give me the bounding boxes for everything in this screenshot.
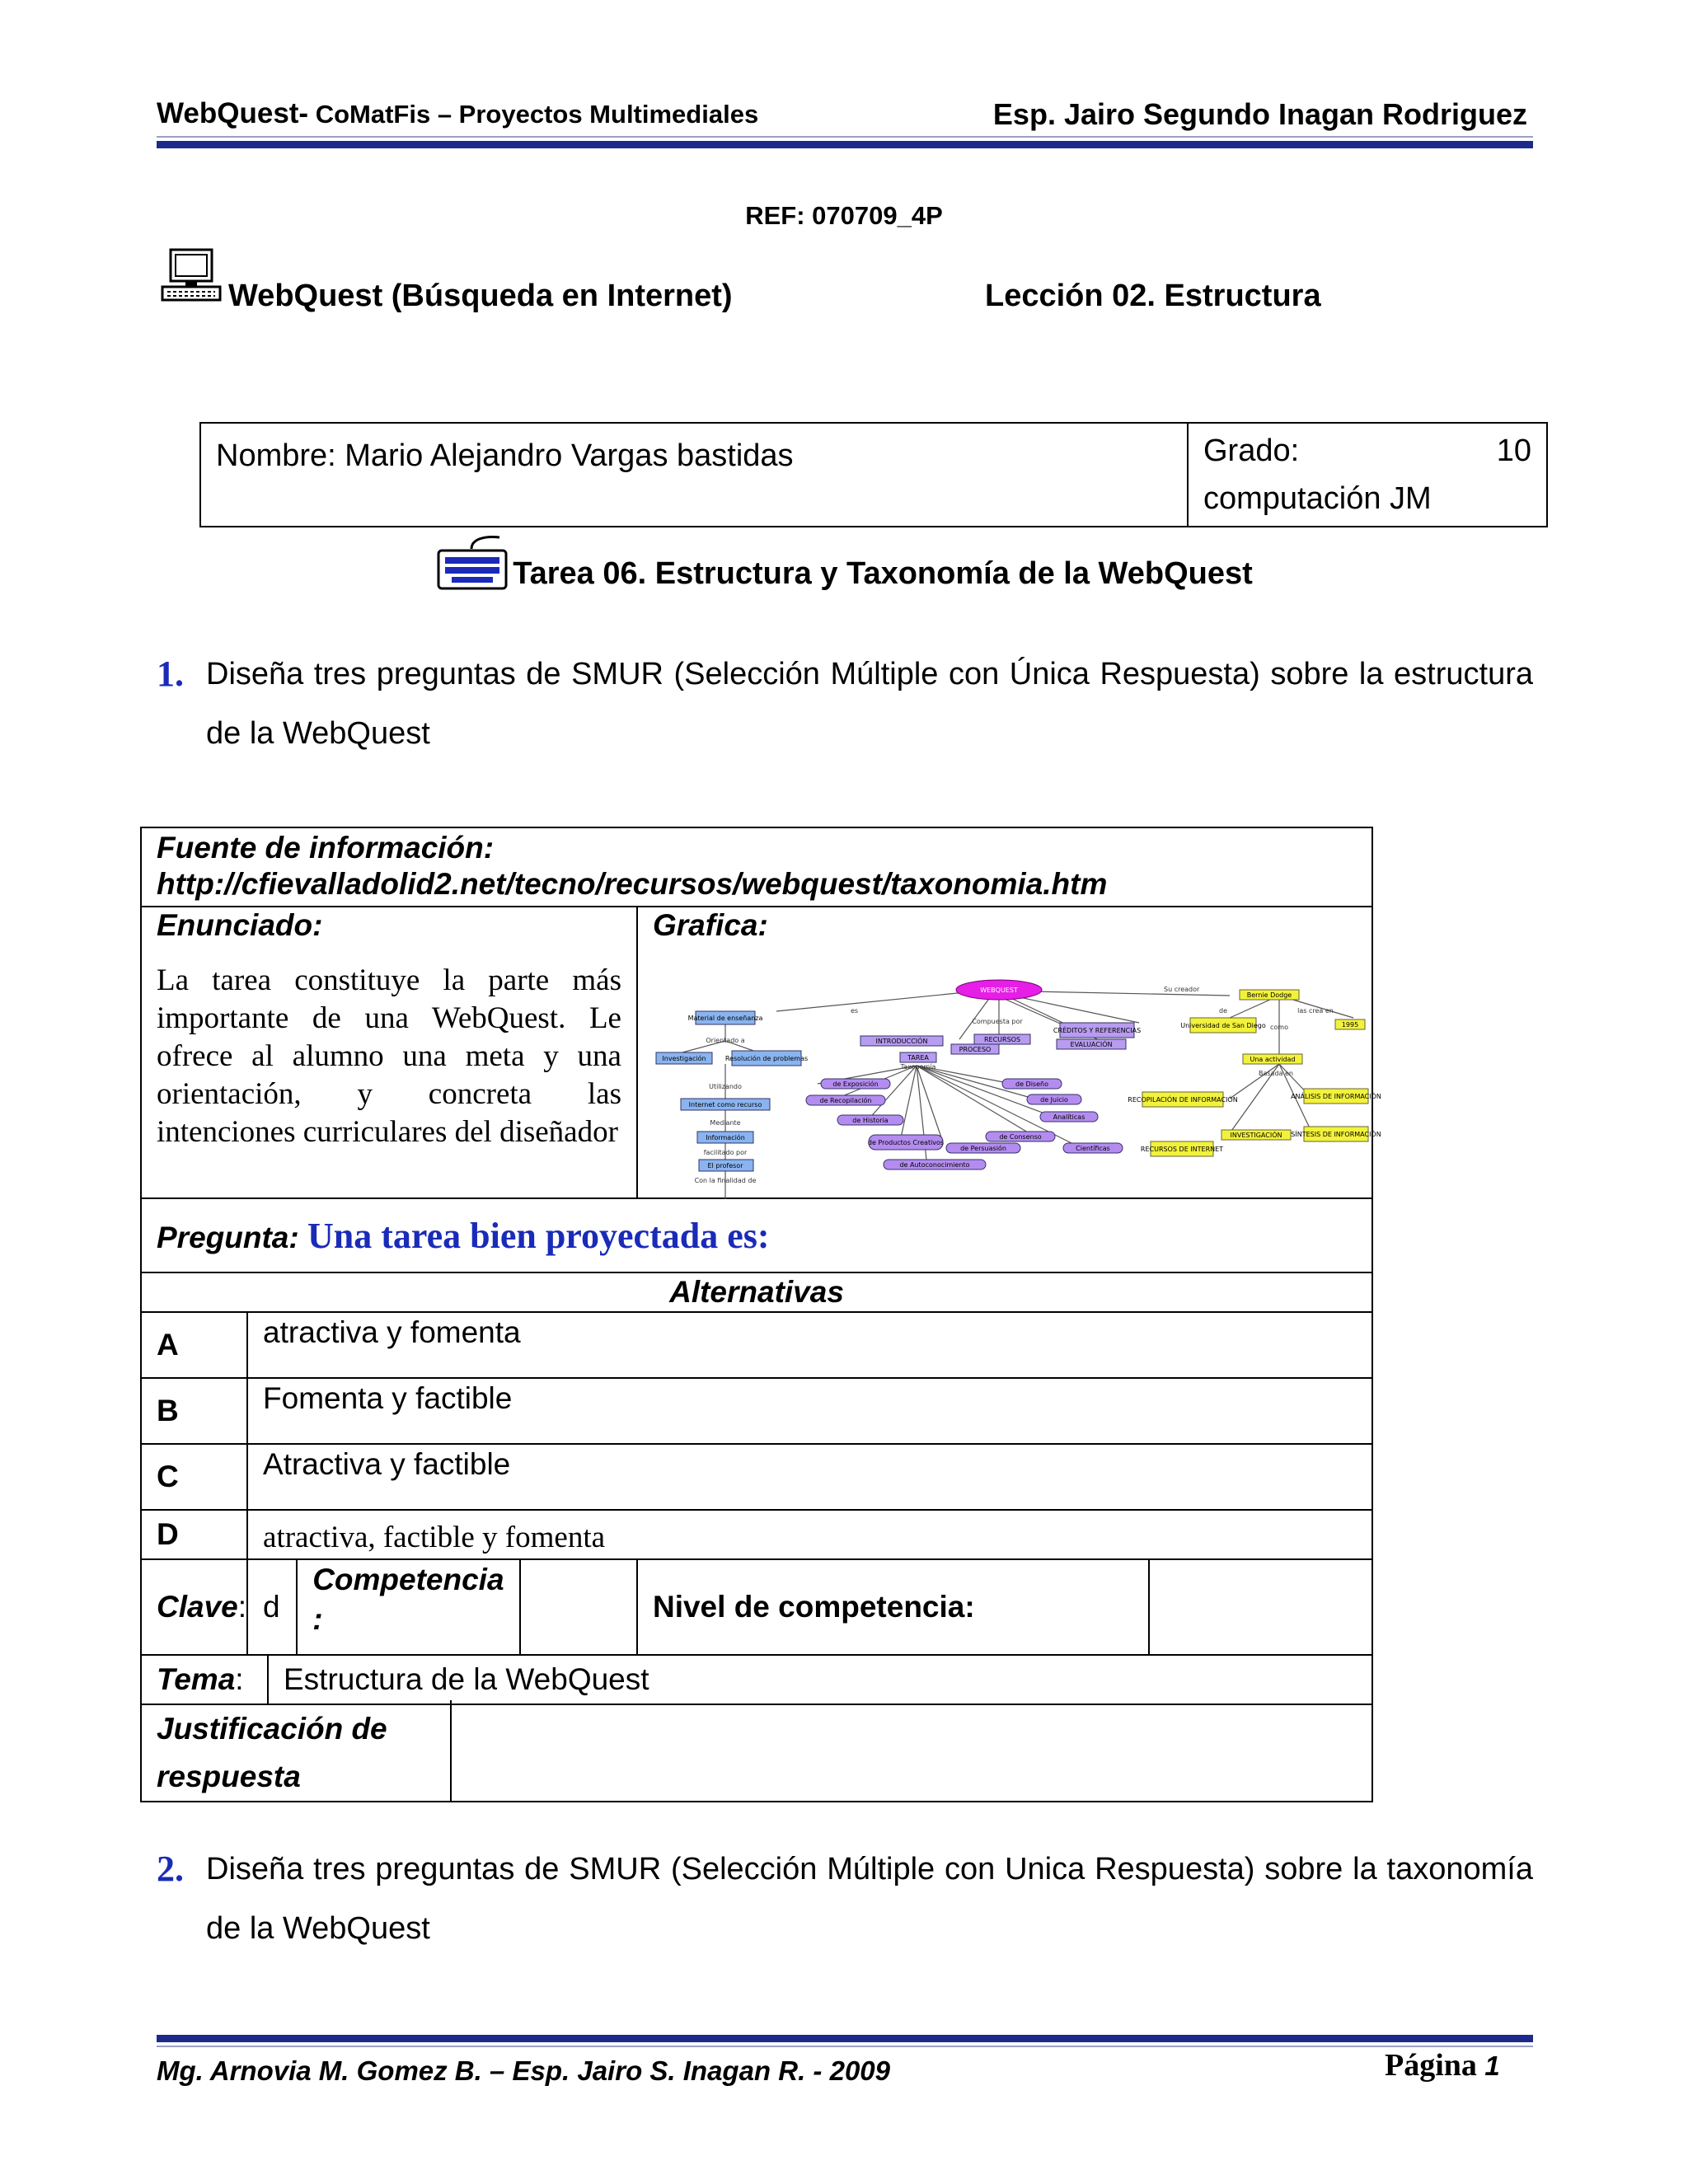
map-universidad: Universidad de San Diego [1180,1022,1266,1029]
instruction-2-number: 2. [157,1849,184,1889]
option-c-text: Atractiva y factible [247,1444,1372,1510]
map-resolucion: Resolución de problemas [724,1055,809,1062]
map-link-de: de [1218,1007,1227,1015]
level-label: Nivel de competencia: [637,1559,1149,1655]
map-evaluacion: EVALUACIÓN [1070,1041,1113,1048]
alternatives-header: Alternativas [141,1272,1372,1312]
footer-page [1385,2047,1500,2083]
grade-group: computación JM [1203,481,1432,516]
map-link-como: como [1269,1024,1288,1031]
instruction-1 [157,644,1533,763]
map-internet: Internet como recurso [688,1101,762,1108]
map-bernie: Bernie Dodge [1246,991,1292,999]
statement-label: Enunciado: [157,908,323,942]
keyboard-icon [435,534,509,593]
map-consenso: de Consenso [999,1133,1042,1141]
task-title: Tarea 06. Estructura y Taxonomía de la WebQuest [513,556,1253,591]
justification-label-1: Justificación de [157,1712,387,1746]
graphic-label: Grafica: [652,908,768,942]
header-divider-thin [157,136,1533,138]
justification-label-2: respuesta [157,1760,301,1793]
instruction-2-text: Diseña tres preguntas de SMUR (Selección Múltiple con Unica Respuesta) sobre la taxonomía de la WebQuest [206,1852,1533,1946]
map-historia: de Historia [852,1117,889,1124]
lesson-title: WebQuest (Búsqueda en Internet) [228,279,733,313]
option-d-letter: D [141,1510,247,1559]
topic-label: Tema [157,1662,236,1696]
instruction-1-text: Diseña tres preguntas de SMUR (Selección Múltiple con Única Respuesta) sobre la estructura de la WebQuest [206,657,1533,751]
competence-label: Competencia [312,1563,504,1596]
map-investigacion: Investigación [662,1055,706,1062]
source-label: Fuente de información: [157,831,495,865]
map-recop-info: RECOPILACIÓN DE INFORMACIÓN [1128,1096,1238,1104]
map-recopilacion: de Recopilación [819,1097,872,1104]
map-link-facilitado: facilitado por [703,1149,748,1156]
header-left [157,97,758,130]
taxonomy-concept-map [653,944,1381,1191]
footer-divider-thin [157,2046,1533,2047]
grade-label: Grado: [1203,434,1300,468]
map-persuasion: de Persuasión [960,1145,1006,1152]
map-center: WEBQUEST [980,987,1018,994]
lesson-row [161,246,1562,320]
map-exposicion: de Exposición [832,1080,879,1088]
map-sintesis: SÍNTESIS DE INFORMACIÓN [1291,1131,1381,1138]
map-informacion: Información [706,1134,745,1141]
map-diseno: de Diseño [1015,1080,1048,1088]
competence-value [520,1559,637,1655]
map-link-compuesta: Compuesta por [972,1018,1023,1025]
map-material: Material de enseñanza [687,1015,763,1022]
map-creditos: CRÉDITOS Y REFERENCIAS [1053,1027,1142,1034]
header-title: WebQuest- [157,97,309,129]
task-heading [0,534,1688,593]
topic-label-cell: Tema: [142,1656,269,1704]
computer-icon [161,247,223,307]
map-juicio: de Juicio [1040,1096,1068,1104]
lesson-number: Lección 02. Estructura [985,279,1321,313]
map-productos: de Productos Creativos [867,1139,945,1146]
header-subtitle: CoMatFis – Proyectos Multimediales [308,100,759,129]
map-recursos-internet: RECURSOS DE INTERNET [1140,1146,1224,1153]
map-link-mediante: Mediante [710,1119,741,1127]
map-autoconocimiento: de Autoconocimiento [899,1161,970,1169]
level-value [1149,1559,1372,1655]
option-b-letter: B [141,1378,247,1444]
map-introduccion: INTRODUCCIÓN [875,1038,928,1045]
question-label: Pregunta: [157,1220,299,1254]
competence-label-cell [297,1559,519,1655]
page-label: Página [1385,2048,1477,2083]
key-label-cell: Clave: [141,1559,247,1655]
map-link-es: es [850,1007,859,1015]
competence-colon: : [312,1602,323,1636]
header-author: Esp. Jairo Segundo Inagan Rodriguez [992,97,1527,131]
source-cell [141,827,1372,907]
map-recursos: RECURSOS [983,1036,1021,1043]
justification-row [141,1704,1372,1802]
map-analisis-info: ANÁLISIS DE INFORMACIÓN [1291,1093,1381,1100]
student-info-table [199,422,1548,527]
option-b-text: Fomenta y factible [247,1378,1372,1444]
footer-divider [157,2035,1533,2042]
map-tarea: TAREA [907,1054,929,1062]
map-actividad: Una actividad [1250,1056,1296,1063]
justification-label-cell [142,1700,452,1801]
map-profesor: El profesor [707,1162,743,1169]
map-link-crea: las crea en [1297,1007,1334,1015]
map-link-utilizando: Utilizando [709,1083,742,1090]
instruction-1-number: 1. [157,654,184,694]
question-cell [141,1198,1372,1272]
statement-text: La tarea constituye la parte más importante de una WebQuest. Le ofrece al alumno una meta y una orientación, y concreta las intenciones curriculares del diseñador [157,963,621,1149]
map-link-taxonomia: Taxonomía [900,1063,936,1071]
option-a-letter: A [141,1312,247,1378]
key-label: Clave [157,1590,238,1624]
topic-value: Estructura de la WebQuest [284,1662,649,1696]
footer-authors: Mg. Arnovia M. Gomez B. – Esp. Jairo S. Inagan R. - 2009 [157,2055,891,2086]
option-c-letter: C [141,1444,247,1510]
key-value: d [247,1559,297,1655]
page-number: 1 [1484,2050,1500,2081]
question-table [140,827,1381,1802]
map-link-creador: Su creador [1163,986,1200,993]
grade-value: 10 [1496,434,1531,468]
question-text: Una tarea bien proyectada es: [307,1215,770,1256]
map-link-basada: Basada en [1258,1070,1293,1077]
student-grade [1188,423,1547,527]
map-investigacion2: INVESTIGACIÓN [1230,1132,1282,1139]
statement-cell [141,907,637,1198]
map-analiticas: Analíticas [1053,1113,1085,1121]
map-cientificas: Científicas [1076,1145,1110,1152]
student-name: Nombre: Mario Alejandro Vargas bastidas [200,423,1188,527]
graphic-cell [637,907,1381,1198]
option-d-text: atractiva, factible y fomenta [247,1510,1372,1559]
header-divider [157,141,1533,148]
option-a-text: atractiva y fomenta [247,1312,1372,1378]
reference-code: REF: 070709_4P [745,201,943,230]
map-anio: 1995 [1341,1021,1359,1029]
map-link-finalidad: Con la finalidad de [694,1177,757,1184]
instruction-2 [157,1840,1533,1958]
map-proceso: PROCESO [959,1046,992,1053]
topic-row [141,1655,1372,1704]
source-url: http://cfievalladolid2.net/tecno/recursos/webquest/taxonomia.htm [157,867,1108,901]
map-link-orientado: Orientado a [706,1037,745,1044]
